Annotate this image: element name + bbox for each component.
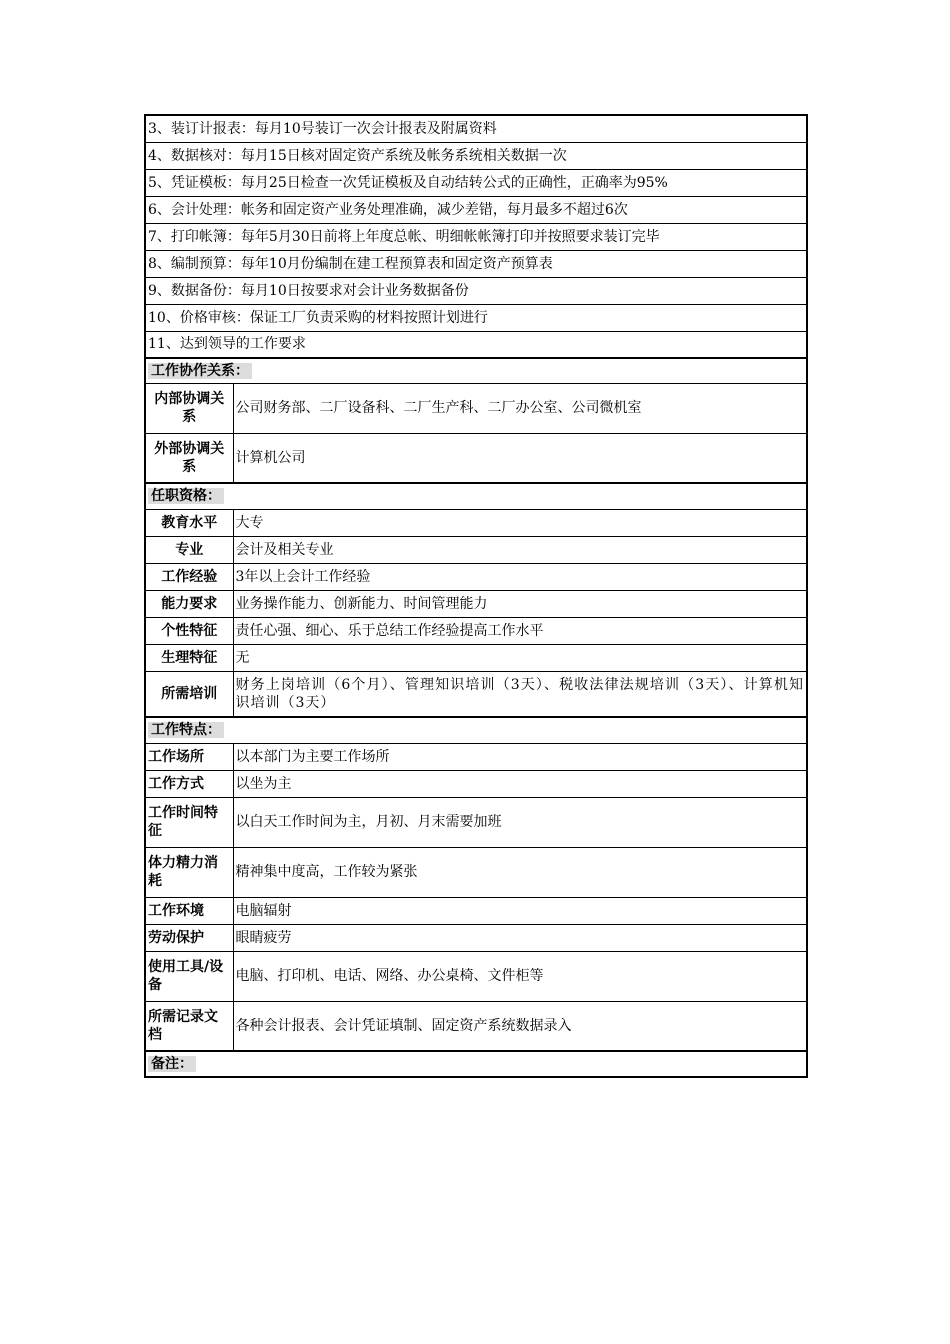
qualification-row bbox=[145, 536, 807, 563]
row-label: 工作环境 bbox=[145, 897, 233, 924]
row-value: 业务操作能力、创新能力、时间管理能力 bbox=[233, 590, 807, 617]
row-label: 所需培训 bbox=[145, 671, 233, 717]
duty-row bbox=[145, 304, 807, 331]
row-value: 财务上岗培训（6个月）、管理知识培训（3天）、税收法律法规培训（3天）、计算机知识培训（3天） bbox=[233, 671, 807, 717]
section-header-qualification bbox=[145, 483, 807, 509]
row-value: 公司财务部、二厂设备科、二厂生产科、二厂办公室、公司微机室 bbox=[233, 383, 807, 433]
row-value: 3年以上会计工作经验 bbox=[233, 563, 807, 590]
row-label: 专业 bbox=[145, 536, 233, 563]
row-label: 所需记录文档 bbox=[145, 1001, 233, 1051]
feature-row bbox=[145, 1001, 807, 1051]
feature-row bbox=[145, 797, 807, 847]
row-label: 教育水平 bbox=[145, 509, 233, 536]
row-label: 工作时间特征 bbox=[145, 797, 233, 847]
job-description-document bbox=[144, 114, 806, 1078]
row-label: 外部协调关系 bbox=[145, 433, 233, 483]
row-label: 生理特征 bbox=[145, 644, 233, 671]
section-header-cooperation bbox=[145, 358, 807, 383]
duty-text: 11、达到领导的工作要求 bbox=[145, 331, 807, 358]
row-label: 个性特征 bbox=[145, 617, 233, 644]
row-label: 劳动保护 bbox=[145, 924, 233, 951]
row-label: 内部协调关系 bbox=[145, 383, 233, 433]
feature-row bbox=[145, 770, 807, 797]
feature-row bbox=[145, 951, 807, 1001]
row-value: 无 bbox=[233, 644, 807, 671]
duty-row bbox=[145, 250, 807, 277]
duty-text: 9、数据备份：每月10日按要求对会计业务数据备份 bbox=[145, 277, 807, 304]
section-title: 工作特点： bbox=[148, 722, 224, 738]
row-label: 体力精力消耗 bbox=[145, 847, 233, 897]
feature-row bbox=[145, 847, 807, 897]
row-value: 精神集中度高，工作较为紧张 bbox=[233, 847, 807, 897]
row-label: 工作场所 bbox=[145, 743, 233, 770]
feature-row bbox=[145, 743, 807, 770]
qualification-row bbox=[145, 617, 807, 644]
cooperation-row bbox=[145, 383, 807, 433]
duty-row bbox=[145, 115, 807, 142]
duty-text: 7、打印帐簿：每年5月30日前将上年度总帐、明细帐帐簿打印并按照要求装订完毕 bbox=[145, 223, 807, 250]
row-value: 眼睛疲劳 bbox=[233, 924, 807, 951]
duty-text: 6、会计处理：帐务和固定资产业务处理准确，减少差错，每月最多不超过6次 bbox=[145, 196, 807, 223]
duty-row bbox=[145, 277, 807, 304]
duty-row bbox=[145, 169, 807, 196]
row-value: 计算机公司 bbox=[233, 433, 807, 483]
row-value: 以本部门为主要工作场所 bbox=[233, 743, 807, 770]
row-value: 大专 bbox=[233, 509, 807, 536]
section-title: 任职资格： bbox=[148, 488, 224, 504]
section-header-remarks bbox=[145, 1051, 807, 1077]
duty-row bbox=[145, 223, 807, 250]
duty-text: 8、编制预算：每年10月份编制在建工程预算表和固定资产预算表 bbox=[145, 250, 807, 277]
feature-row bbox=[145, 897, 807, 924]
qualification-row bbox=[145, 590, 807, 617]
row-label: 工作方式 bbox=[145, 770, 233, 797]
duty-text: 10、价格审核：保证工厂负责采购的材料按照计划进行 bbox=[145, 304, 807, 331]
row-value: 电脑、打印机、电话、网络、办公桌椅、文件柜等 bbox=[233, 951, 807, 1001]
duty-text: 3、装订计报表：每月10号装订一次会计报表及附属资料 bbox=[145, 115, 807, 142]
feature-row bbox=[145, 924, 807, 951]
duty-text: 5、凭证模板：每月25日检查一次凭证模板及自动结转公式的正确性，正确率为95% bbox=[145, 169, 807, 196]
row-value: 各种会计报表、会计凭证填制、固定资产系统数据录入 bbox=[233, 1001, 807, 1051]
duty-row bbox=[145, 196, 807, 223]
row-label: 工作经验 bbox=[145, 563, 233, 590]
row-value: 责任心强、细心、乐于总结工作经验提高工作水平 bbox=[233, 617, 807, 644]
qualification-row bbox=[145, 644, 807, 671]
duty-row bbox=[145, 331, 807, 358]
row-label: 使用工具/设备 bbox=[145, 951, 233, 1001]
row-value: 以白天工作时间为主，月初、月末需要加班 bbox=[233, 797, 807, 847]
qualification-row bbox=[145, 671, 807, 717]
row-value: 以坐为主 bbox=[233, 770, 807, 797]
cooperation-row bbox=[145, 433, 807, 483]
row-label: 能力要求 bbox=[145, 590, 233, 617]
qualification-row bbox=[145, 509, 807, 536]
duty-row bbox=[145, 142, 807, 169]
row-value: 电脑辐射 bbox=[233, 897, 807, 924]
qualification-row bbox=[145, 563, 807, 590]
section-header-features bbox=[145, 717, 807, 743]
duty-text: 4、数据核对：每月15日核对固定资产系统及帐务系统相关数据一次 bbox=[145, 142, 807, 169]
section-title: 工作协作关系： bbox=[148, 363, 252, 379]
row-value: 会计及相关专业 bbox=[233, 536, 807, 563]
job-description-table bbox=[144, 114, 808, 1078]
section-title: 备注： bbox=[148, 1056, 196, 1072]
